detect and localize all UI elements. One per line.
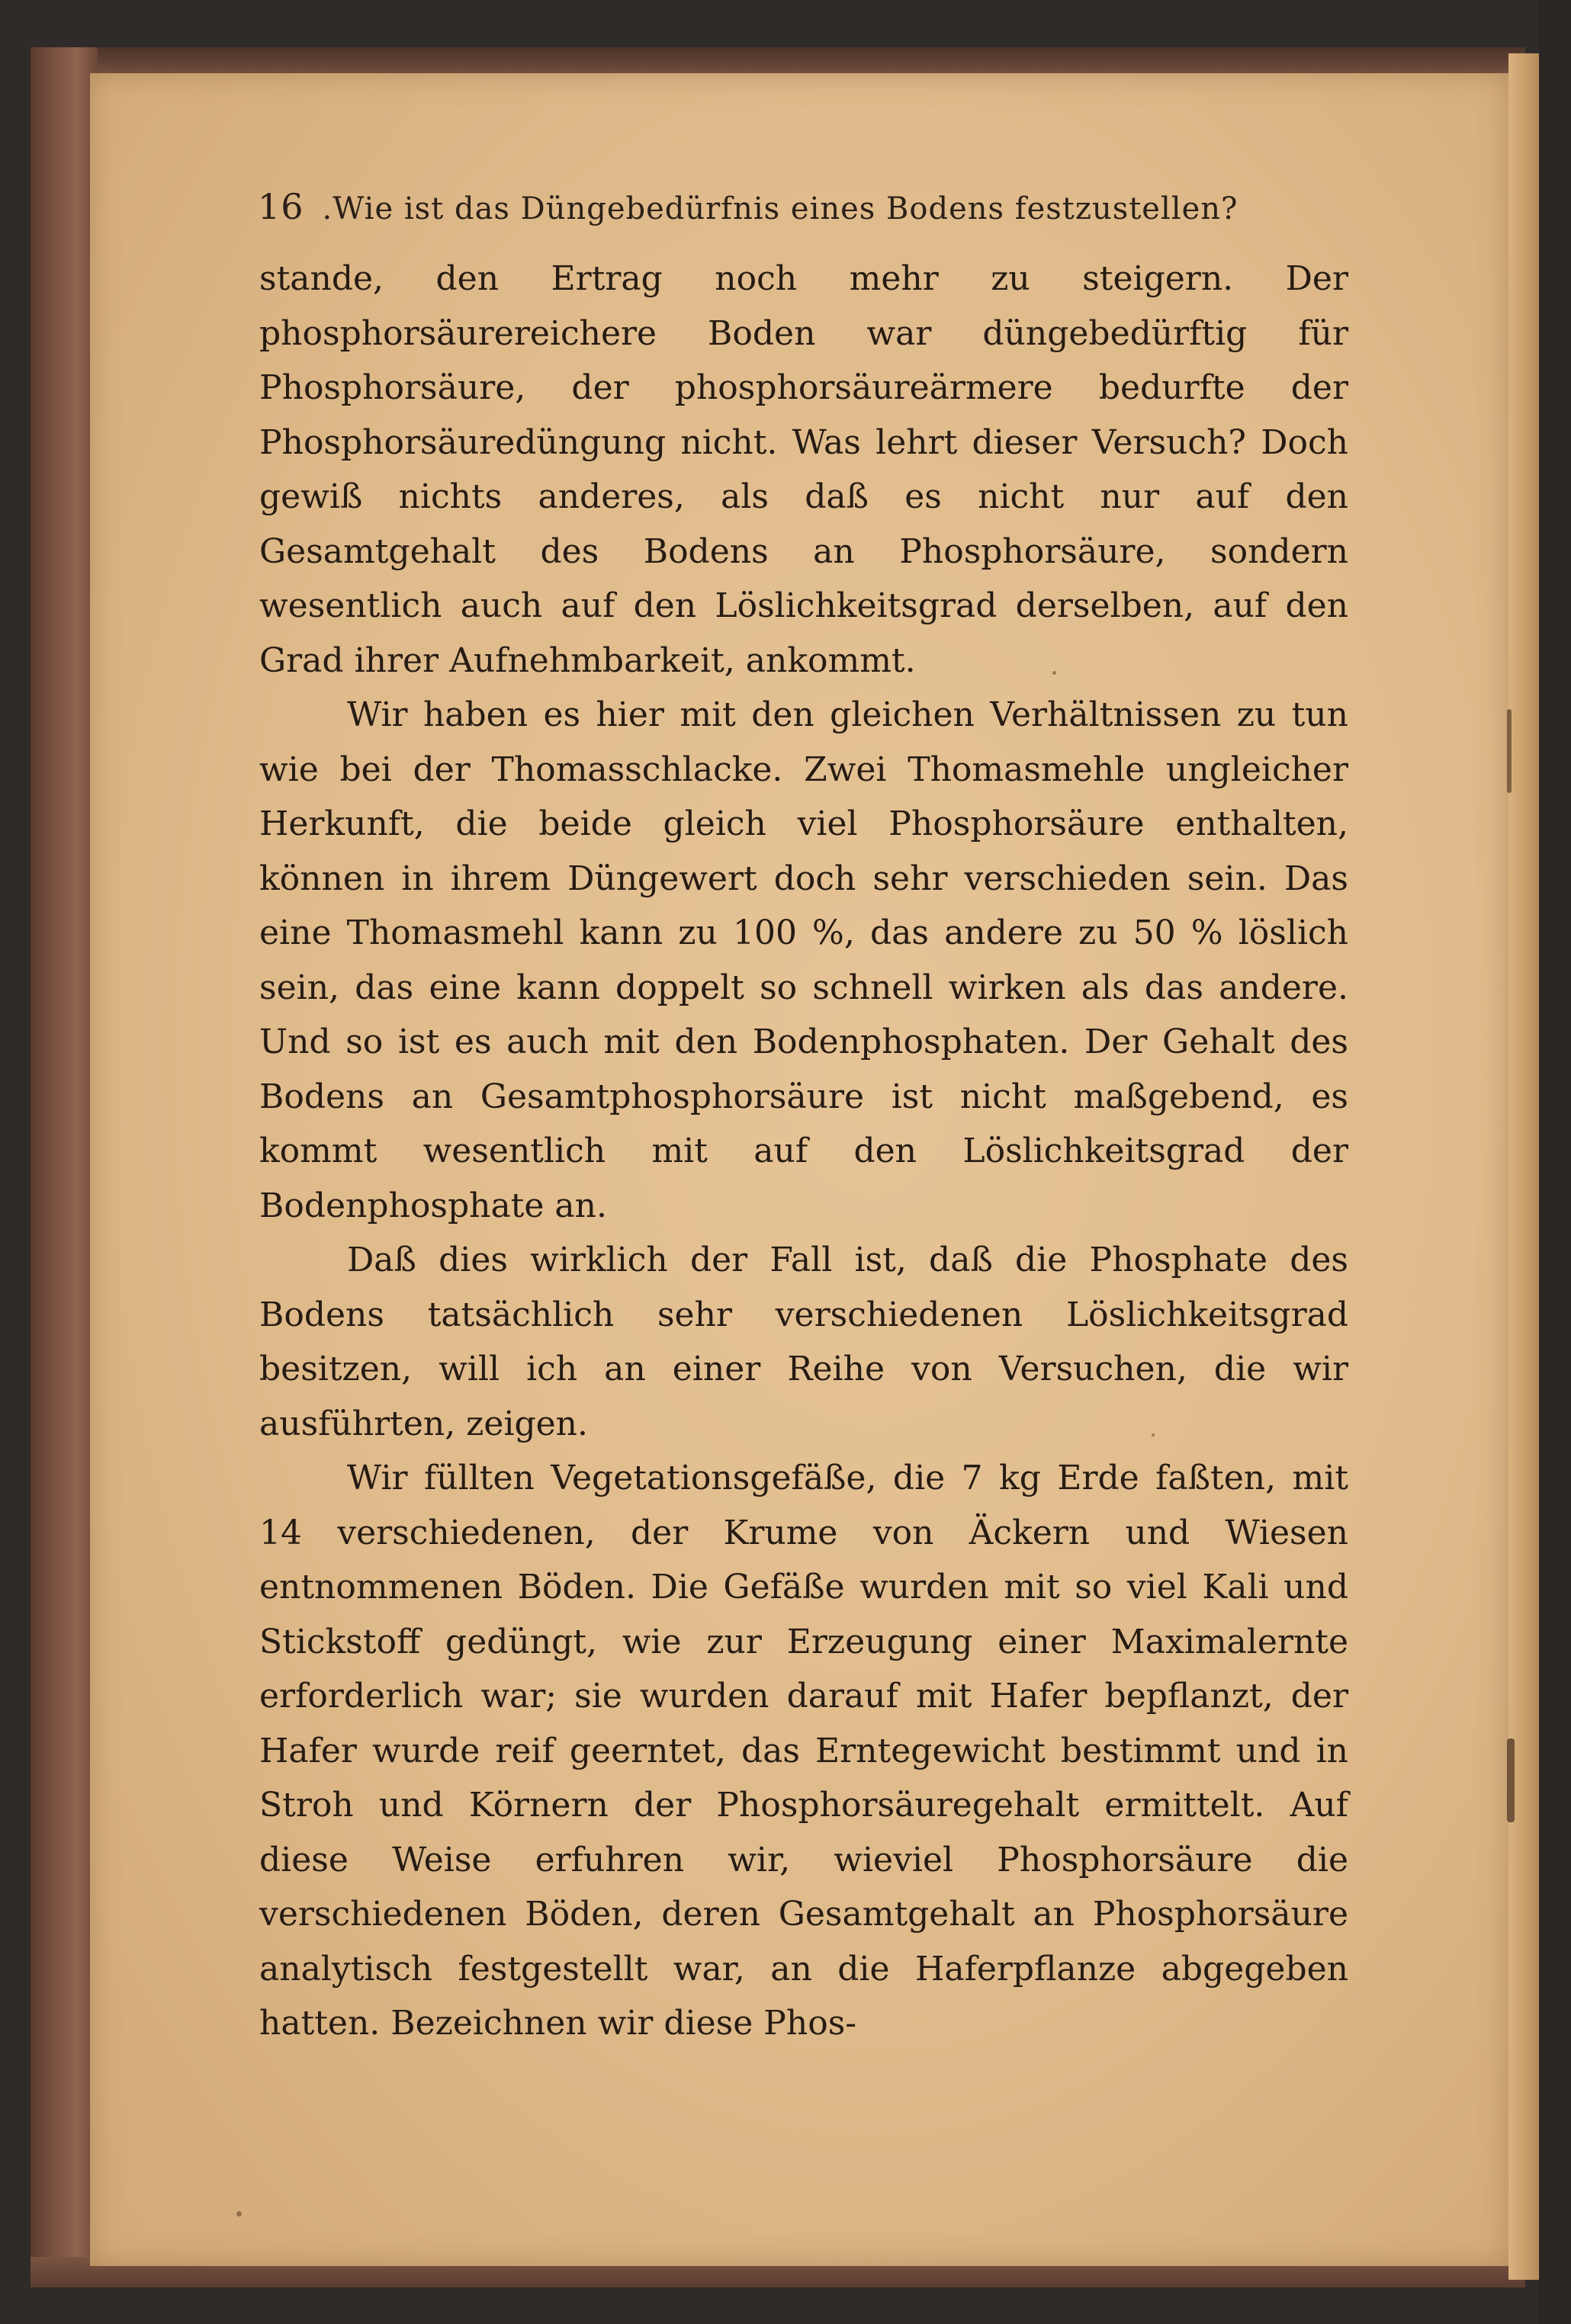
paragraph: Wir haben es hier mit den gleichen Verhältnissen zu tun wie bei der Thomasschlacke. Zwei Thomasmehle ungleicher Herkunft, die beide gleich viel Phosphorsäure enthalten, können in ihrem Düngewert doch sehr verschieden sein. Das eine Thomasmehl kann zu 100 %, das andere zu 50 % löslich sein, das eine kann doppelt so schnell wirken als das andere. Und so ist es auch mit den Bodenphosphaten. Der Gehalt des Bodens an Gesamtphosphorsäure ist nicht maßgebend, es kommt wesentlich mit auf den Löslichkeitsgrad der Bodenphosphate an.	[259, 695, 1348, 1225]
book-cover-left-edge	[31, 47, 98, 2274]
running-head-title: .Wie ist das Düngebedürfnis eines Bodens festzustellen?	[322, 191, 1238, 226]
paragraph: Daß dies wirklich der Fall ist, daß die Phosphate des Bodens tatsächlich sehr verschiedenen Löslichkeitsgrad besitzen, will ich an einer Reihe von Versuchen, die wir ausführten, zeigen.	[259, 1241, 1348, 1443]
page-number: 16	[258, 186, 304, 227]
paper-speck	[236, 2211, 242, 2216]
page-fore-edge	[1508, 53, 1539, 2280]
body-text	[259, 252, 1348, 2051]
paper-speck	[1507, 1738, 1515, 1822]
paper-speck	[1052, 671, 1056, 675]
paragraph: Wir füllten Vegetationsgefäße, die 7 kg Erde faßten, mit 14 verschiedenen, der Krume von Äckern und Wiesen entnommenen Böden. Die Gefäße wurden mit so viel Kali und Stickstoff gedüngt, wie zur Erzeugung einer Maximalernte erforderlich war; sie wurden darauf mit Hafer bepflanzt, der Hafer wurde reif geerntet, das Erntegewicht bestimmt und in Stroh und Körnern der Phosphorsäuregehalt ermittelt. Auf diese Weise erfuhren wir, wieviel Phosphorsäure die verschiedenen Böden, deren Gesamtgehalt an Phosphorsäure analytisch festgestellt war, an die Haferpflanze abgegeben hatten. Bezeichnen wir diese Phos-	[259, 1459, 1348, 2043]
paragraph: stande, den Ertrag noch mehr zu steigern. Der phosphorsäurereichere Boden war düngebedürftig für Phosphorsäure, der phosphorsäureärmere bedurfte der Phosphorsäuredüngung nicht. Was lehrt dieser Versuch? Doch gewiß nichts anderes, als daß es nicht nur auf den Gesamtgehalt des Bodens an Phosphorsäure, sondern wesentlich auch auf den Löslichkeitsgrad derselben, auf den Grad ihrer Aufnehmbarkeit, ankommt.	[259, 259, 1348, 680]
paper-speck	[1507, 709, 1512, 793]
paper-speck	[1152, 1433, 1155, 1436]
scan-background-right	[1539, 0, 1571, 2324]
running-head	[258, 186, 1364, 239]
